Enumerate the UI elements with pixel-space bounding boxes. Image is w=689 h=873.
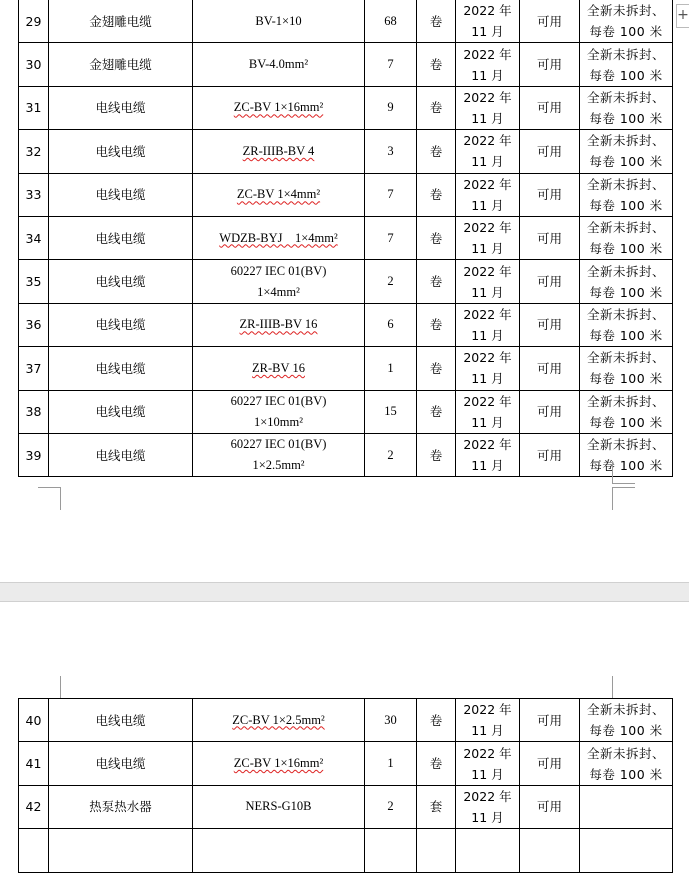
quantity-cell <box>365 699 417 742</box>
item-spec-cell <box>193 43 365 86</box>
unit-cell <box>417 347 456 390</box>
document-page-2 <box>0 602 689 833</box>
item-name-cell <box>49 86 193 129</box>
item-spec: ZR-IIIB-BV 4 <box>242 143 315 158</box>
unit: 卷 <box>429 230 443 246</box>
unit: 卷 <box>429 404 443 420</box>
item-name-cell <box>49 433 193 476</box>
item-spec: WDZB-BYJ 1×4mm² <box>219 230 338 245</box>
unit: 卷 <box>429 100 443 116</box>
row-number: 31 <box>25 100 42 116</box>
quantity: 1 <box>387 360 394 375</box>
unit: 卷 <box>429 274 443 290</box>
table-row <box>19 785 673 828</box>
date-line: 2022 年 <box>463 745 512 761</box>
note-line: 全新未拆封、 <box>586 220 665 236</box>
date-line: 11 月 <box>471 67 504 83</box>
status-cell <box>520 130 580 173</box>
note-line: 每卷 100 米 <box>589 67 663 83</box>
row-number-cell <box>19 742 49 785</box>
item-name-cell <box>49 303 193 346</box>
note-line: 每卷 100 米 <box>589 197 663 213</box>
row-number: 41 <box>25 756 42 772</box>
item-name-cell <box>49 130 193 173</box>
note-cell <box>580 86 673 129</box>
status-cell <box>520 43 580 86</box>
status: 可用 <box>536 404 562 420</box>
date-cell <box>456 785 520 828</box>
unit: 卷 <box>429 712 443 728</box>
quantity: 68 <box>384 13 397 28</box>
item-name: 电线电缆 <box>95 447 146 463</box>
quantity: 7 <box>387 57 394 72</box>
margin-corner-mark <box>612 461 635 484</box>
table-row <box>19 347 673 390</box>
note-line: 每卷 100 米 <box>589 414 663 430</box>
unit: 卷 <box>429 57 443 73</box>
note-cell <box>580 0 673 43</box>
item-spec: 1×4mm² <box>257 284 300 299</box>
item-name-cell <box>49 173 193 216</box>
status-cell <box>520 347 580 390</box>
item-name: 电线电缆 <box>95 143 146 159</box>
unit: 卷 <box>429 447 443 463</box>
item-name-cell <box>49 260 193 303</box>
note-cell <box>580 390 673 433</box>
unit: 套 <box>429 799 443 815</box>
item-name: 金翅雕电缆 <box>89 13 152 29</box>
date-line: 11 月 <box>471 327 504 343</box>
note-cell <box>580 785 673 828</box>
row-number: 40 <box>25 712 42 728</box>
status-cell <box>520 390 580 433</box>
row-number-cell <box>19 829 49 872</box>
row-number-cell <box>19 173 49 216</box>
note-line: 每卷 100 米 <box>589 284 663 300</box>
quantity-cell <box>365 785 417 828</box>
row-number: 42 <box>25 799 42 815</box>
status: 可用 <box>536 57 562 73</box>
table-row <box>19 742 673 785</box>
item-spec-cell <box>193 785 365 828</box>
quantity-cell <box>365 0 417 43</box>
note-cell <box>580 303 673 346</box>
row-number: 35 <box>25 274 42 290</box>
date-line: 2022 年 <box>463 393 512 409</box>
item-spec-cell <box>193 347 365 390</box>
inventory-table-page-2 <box>18 698 673 873</box>
date-cell <box>456 347 520 390</box>
quantity: 9 <box>387 100 394 115</box>
table-row <box>19 829 673 872</box>
table-row <box>19 390 673 433</box>
row-number-cell <box>19 303 49 346</box>
row-number-cell <box>19 86 49 129</box>
side-expand-button[interactable]: + <box>676 4 689 28</box>
unit-cell <box>417 390 456 433</box>
quantity-cell <box>365 390 417 433</box>
unit-cell <box>417 433 456 476</box>
status: 可用 <box>536 187 562 203</box>
unit: 卷 <box>429 13 443 29</box>
note-cell <box>580 699 673 742</box>
row-number: 39 <box>25 447 42 463</box>
item-spec: ZC-BV 1×16mm² <box>233 100 324 115</box>
quantity-cell <box>365 43 417 86</box>
status-cell <box>520 699 580 742</box>
item-spec-cell <box>193 433 365 476</box>
item-spec-cell <box>193 0 365 43</box>
table-row <box>19 303 673 346</box>
item-spec: 1×2.5mm² <box>252 458 305 473</box>
row-number: 29 <box>25 13 42 29</box>
quantity: 3 <box>387 143 394 158</box>
date-line: 11 月 <box>471 197 504 213</box>
item-spec: 1×10mm² <box>254 414 303 429</box>
quantity-cell <box>365 216 417 259</box>
date-cell <box>456 216 520 259</box>
quantity-cell <box>365 433 417 476</box>
item-name: 电线电缆 <box>95 404 146 420</box>
note-line: 全新未拆封、 <box>586 437 665 453</box>
row-number-cell <box>19 130 49 173</box>
quantity-cell <box>365 347 417 390</box>
status: 可用 <box>536 799 562 815</box>
row-number-cell <box>19 260 49 303</box>
table-row <box>19 216 673 259</box>
row-number-cell <box>19 347 49 390</box>
item-name: 电线电缆 <box>95 274 146 290</box>
date-line: 11 月 <box>471 371 504 387</box>
item-spec: BV-4.0mm² <box>248 57 309 72</box>
unit-cell <box>417 0 456 43</box>
date-line: 11 月 <box>471 284 504 300</box>
date-cell <box>456 433 520 476</box>
row-number: 37 <box>25 360 42 376</box>
page-separator <box>0 582 689 602</box>
note-line: 全新未拆封、 <box>586 176 665 192</box>
date-line: 11 月 <box>471 766 504 782</box>
date-line: 2022 年 <box>463 89 512 105</box>
status: 可用 <box>536 360 562 376</box>
item-spec-cell <box>193 829 365 872</box>
unit-cell <box>417 260 456 303</box>
item-spec-cell <box>193 699 365 742</box>
date-line: 2022 年 <box>463 350 512 366</box>
note-cell <box>580 347 673 390</box>
margin-corner-mark <box>38 487 61 510</box>
table-row <box>19 130 673 173</box>
note-cell <box>580 130 673 173</box>
item-name-cell <box>49 347 193 390</box>
item-name-cell <box>49 829 193 872</box>
unit: 卷 <box>429 143 443 159</box>
margin-corner-mark <box>612 676 635 699</box>
item-name: 电线电缆 <box>95 360 146 376</box>
item-name-cell <box>49 699 193 742</box>
item-spec: 60227 IEC 01(BV) <box>230 263 327 278</box>
unit-cell <box>417 742 456 785</box>
date-line: 2022 年 <box>463 263 512 279</box>
quantity-cell <box>365 829 417 872</box>
date-line: 11 月 <box>471 458 504 474</box>
row-number: 30 <box>25 57 42 73</box>
note-line: 每卷 100 米 <box>589 327 663 343</box>
item-spec-cell <box>193 303 365 346</box>
quantity: 7 <box>387 187 394 202</box>
date-cell <box>456 130 520 173</box>
note-cell <box>580 829 673 872</box>
item-spec: NERS-G10B <box>245 799 312 814</box>
quantity: 2 <box>387 447 394 462</box>
unit-cell <box>417 303 456 346</box>
status: 可用 <box>536 230 562 246</box>
note-line: 每卷 100 米 <box>589 241 663 257</box>
note-line: 全新未拆封、 <box>586 133 665 149</box>
item-spec-cell <box>193 216 365 259</box>
item-name: 电线电缆 <box>95 317 146 333</box>
note-line: 每卷 100 米 <box>589 766 663 782</box>
status: 可用 <box>536 274 562 290</box>
date-cell <box>456 303 520 346</box>
date-line: 2022 年 <box>463 788 512 804</box>
row-number-cell <box>19 216 49 259</box>
unit-cell <box>417 785 456 828</box>
quantity-cell <box>365 742 417 785</box>
item-spec: ZC-BV 1×2.5mm² <box>232 712 325 727</box>
status-cell <box>520 216 580 259</box>
item-spec: ZR-IIIB-BV 16 <box>239 317 318 332</box>
row-number: 33 <box>25 187 42 203</box>
status: 可用 <box>536 317 562 333</box>
note-line: 全新未拆封、 <box>586 263 665 279</box>
row-number: 34 <box>25 230 42 246</box>
date-line: 11 月 <box>471 241 504 257</box>
table-row <box>19 0 673 43</box>
row-number: 38 <box>25 404 42 420</box>
row-number: 36 <box>25 317 42 333</box>
status-cell <box>520 829 580 872</box>
status-cell <box>520 173 580 216</box>
status-cell <box>520 0 580 43</box>
quantity: 6 <box>387 317 394 332</box>
unit: 卷 <box>429 317 443 333</box>
status-cell <box>520 433 580 476</box>
item-spec-cell <box>193 86 365 129</box>
table-row <box>19 699 673 742</box>
row-number-cell <box>19 699 49 742</box>
date-line: 2022 年 <box>463 702 512 718</box>
quantity: 2 <box>387 799 394 814</box>
quantity-cell <box>365 173 417 216</box>
quantity-cell <box>365 130 417 173</box>
note-line: 每卷 100 米 <box>589 24 663 40</box>
status-cell <box>520 260 580 303</box>
row-number-cell <box>19 785 49 828</box>
quantity-cell <box>365 86 417 129</box>
unit-cell <box>417 829 456 872</box>
inventory-table-page-1 <box>18 0 673 477</box>
item-name: 热泵热水器 <box>89 799 152 815</box>
note-line: 每卷 100 米 <box>589 458 663 474</box>
date-cell <box>456 0 520 43</box>
date-line: 2022 年 <box>463 46 512 62</box>
quantity: 30 <box>384 712 397 727</box>
date-cell <box>456 829 520 872</box>
row-number-cell <box>19 390 49 433</box>
status-cell <box>520 785 580 828</box>
quantity: 15 <box>384 404 397 419</box>
item-spec: ZC-BV 1×16mm² <box>233 756 324 771</box>
item-spec-cell <box>193 390 365 433</box>
status: 可用 <box>536 13 562 29</box>
date-line: 2022 年 <box>463 176 512 192</box>
status-cell <box>520 303 580 346</box>
item-name: 电线电缆 <box>95 100 146 116</box>
date-line: 11 月 <box>471 809 504 825</box>
status: 可用 <box>536 447 562 463</box>
table-row <box>19 43 673 86</box>
date-cell <box>456 260 520 303</box>
unit-cell <box>417 699 456 742</box>
note-line: 全新未拆封、 <box>586 89 665 105</box>
note-cell <box>580 742 673 785</box>
status: 可用 <box>536 100 562 116</box>
note-line: 全新未拆封、 <box>586 3 665 19</box>
note-line: 全新未拆封、 <box>586 745 665 761</box>
date-line: 11 月 <box>471 414 504 430</box>
date-cell <box>456 173 520 216</box>
row-number-cell <box>19 0 49 43</box>
date-line: 2022 年 <box>463 437 512 453</box>
date-cell <box>456 86 520 129</box>
quantity: 2 <box>387 274 394 289</box>
item-spec: ZC-BV 1×4mm² <box>236 187 321 202</box>
margin-corner-mark <box>612 487 635 510</box>
note-line: 全新未拆封、 <box>586 350 665 366</box>
note-line: 全新未拆封、 <box>586 393 665 409</box>
note-line: 每卷 100 米 <box>589 154 663 170</box>
unit-cell <box>417 173 456 216</box>
quantity: 7 <box>387 230 394 245</box>
item-name: 电线电缆 <box>95 756 146 772</box>
date-line: 2022 年 <box>463 306 512 322</box>
date-line: 2022 年 <box>463 3 512 19</box>
note-line: 每卷 100 米 <box>589 371 663 387</box>
note-line: 全新未拆封、 <box>586 306 665 322</box>
date-line: 11 月 <box>471 154 504 170</box>
date-cell <box>456 43 520 86</box>
unit: 卷 <box>429 187 443 203</box>
note-line: 全新未拆封、 <box>586 702 665 718</box>
item-name: 电线电缆 <box>95 187 146 203</box>
item-spec: BV-1×10 <box>255 13 302 28</box>
unit-cell <box>417 43 456 86</box>
note-line: 全新未拆封、 <box>586 46 665 62</box>
note-cell <box>580 43 673 86</box>
note-line: 每卷 100 米 <box>589 723 663 739</box>
item-name: 电线电缆 <box>95 230 146 246</box>
quantity-cell <box>365 303 417 346</box>
item-name-cell <box>49 216 193 259</box>
row-number-cell <box>19 433 49 476</box>
quantity-cell <box>365 260 417 303</box>
margin-corner-mark <box>38 676 61 699</box>
date-line: 11 月 <box>471 24 504 40</box>
status-cell <box>520 86 580 129</box>
status: 可用 <box>536 143 562 159</box>
date-cell <box>456 742 520 785</box>
item-name-cell <box>49 43 193 86</box>
unit-cell <box>417 130 456 173</box>
item-name: 电线电缆 <box>95 712 146 728</box>
row-number-cell <box>19 43 49 86</box>
table-row <box>19 173 673 216</box>
date-line: 11 月 <box>471 723 504 739</box>
item-spec: ZR-BV 16 <box>252 360 305 375</box>
unit-cell <box>417 86 456 129</box>
note-cell <box>580 173 673 216</box>
item-spec-cell <box>193 130 365 173</box>
item-name-cell <box>49 742 193 785</box>
note-line: 每卷 100 米 <box>589 110 663 126</box>
row-number: 32 <box>25 143 42 159</box>
item-name-cell <box>49 390 193 433</box>
table-row <box>19 86 673 129</box>
item-spec-cell <box>193 742 365 785</box>
date-line: 2022 年 <box>463 220 512 236</box>
unit: 卷 <box>429 756 443 772</box>
item-spec-cell <box>193 260 365 303</box>
date-line: 11 月 <box>471 110 504 126</box>
unit-cell <box>417 216 456 259</box>
item-name-cell <box>49 785 193 828</box>
item-spec-cell <box>193 173 365 216</box>
quantity: 1 <box>387 756 394 771</box>
status: 可用 <box>536 756 562 772</box>
table-row <box>19 433 673 476</box>
note-cell <box>580 260 673 303</box>
unit: 卷 <box>429 360 443 376</box>
item-spec: 60227 IEC 01(BV) <box>230 437 327 452</box>
date-line: 2022 年 <box>463 133 512 149</box>
note-cell <box>580 216 673 259</box>
status-cell <box>520 742 580 785</box>
date-cell <box>456 699 520 742</box>
item-spec: 60227 IEC 01(BV) <box>230 393 327 408</box>
date-cell <box>456 390 520 433</box>
item-name: 金翅雕电缆 <box>89 57 152 73</box>
item-name-cell <box>49 0 193 43</box>
status: 可用 <box>536 712 562 728</box>
table-row <box>19 260 673 303</box>
